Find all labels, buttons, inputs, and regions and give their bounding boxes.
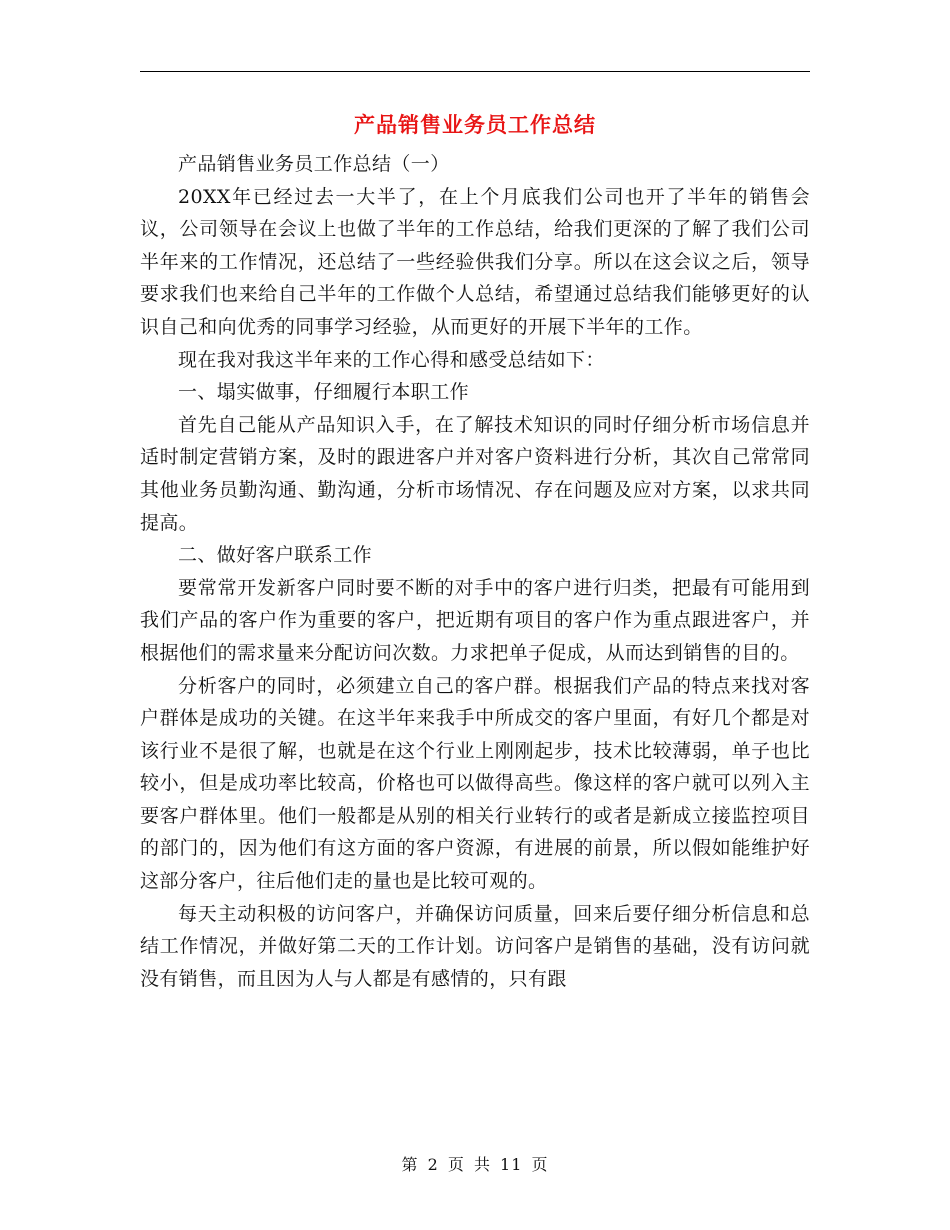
section-heading-2: 二、做好客户联系工作 [178,544,373,567]
page-footer: 第 2 页 共 11 页 [401,1155,549,1174]
document-title: 产品销售业务员工作总结 [354,112,596,137]
paragraph-subtitle: 产品销售业务员工作总结（一） [178,153,450,175]
paragraph-section-2c: 每天主动积极的访问客户，并确保访问质量，回来后要仔细分析信息和总结工作情况，并做好第二天的工作计划。访问客户是销售的基础，没有访问就没有销售，而且因为人与人都是有感情的，只有跟 [140,902,810,990]
paragraph-summary-lead: 现在我对我这半年来的工作心得和感受总结如下： [178,348,605,371]
paragraph-intro: 20XX年已经过去一大半了，在上个月底我们公司也开了半年的销售会议，公司领导在会议上也做了半年的工作总结，给我们更深的了解了我们公司半年来的工作情况，还总结了一些经验供我们分享。所以在这会议之后，领导要求我们也来给自己半年的工作做个人总结，希望通过总结我们能够更好的认识自己和向优秀的同事学习经验，从而更好的开展下半年的工作。 [140,185,810,338]
paragraph-section-2b: 分析客户的同时，必须建立自己的客户群。根据我们产品的特点来找对客户群体是成功的关键。在这半年来我手中所成交的客户里面，有好几个都是对该行业不是很了解，也就是在这个行业上刚刚起步，技术比较薄弱，单子也比较小，但是成功率比较高，价格也可以做得高些。像这样的客户就可以列入主要客户群体里。他们一般都是从别的相关行业转行的或者是新成立接监控项目的部门的，因为他们有这方面的客户资源，有进展的前景，所以假如能维护好这部分客户，往后他们走的量也是比较可观的。 [140,674,810,893]
paragraph-section-2a: 要常常开发新客户同时要不断的对手中的客户进行归类，把最有可能用到我们产品的客户作为重要的客户，把近期有项目的客户作为重点跟进客户，并根据他们的需求量来分配访问次数。力求把单子促成，从而达到销售的目的。 [140,576,810,664]
section-heading-1: 一、塌实做事，仔细履行本职工作 [178,381,470,404]
paragraph-section-1: 首先自己能从产品知识入手，在了解技术知识的同时仔细分析市场信息并适时制定营销方案，及时的跟进客户并对客户资料进行分析，其次自己常常同其他业务员勤沟通、勤沟通，分析市场情况、存在问题及应对方案，以求共同提高。 [140,413,810,534]
document-body [140,148,810,995]
header-rule [140,71,810,72]
